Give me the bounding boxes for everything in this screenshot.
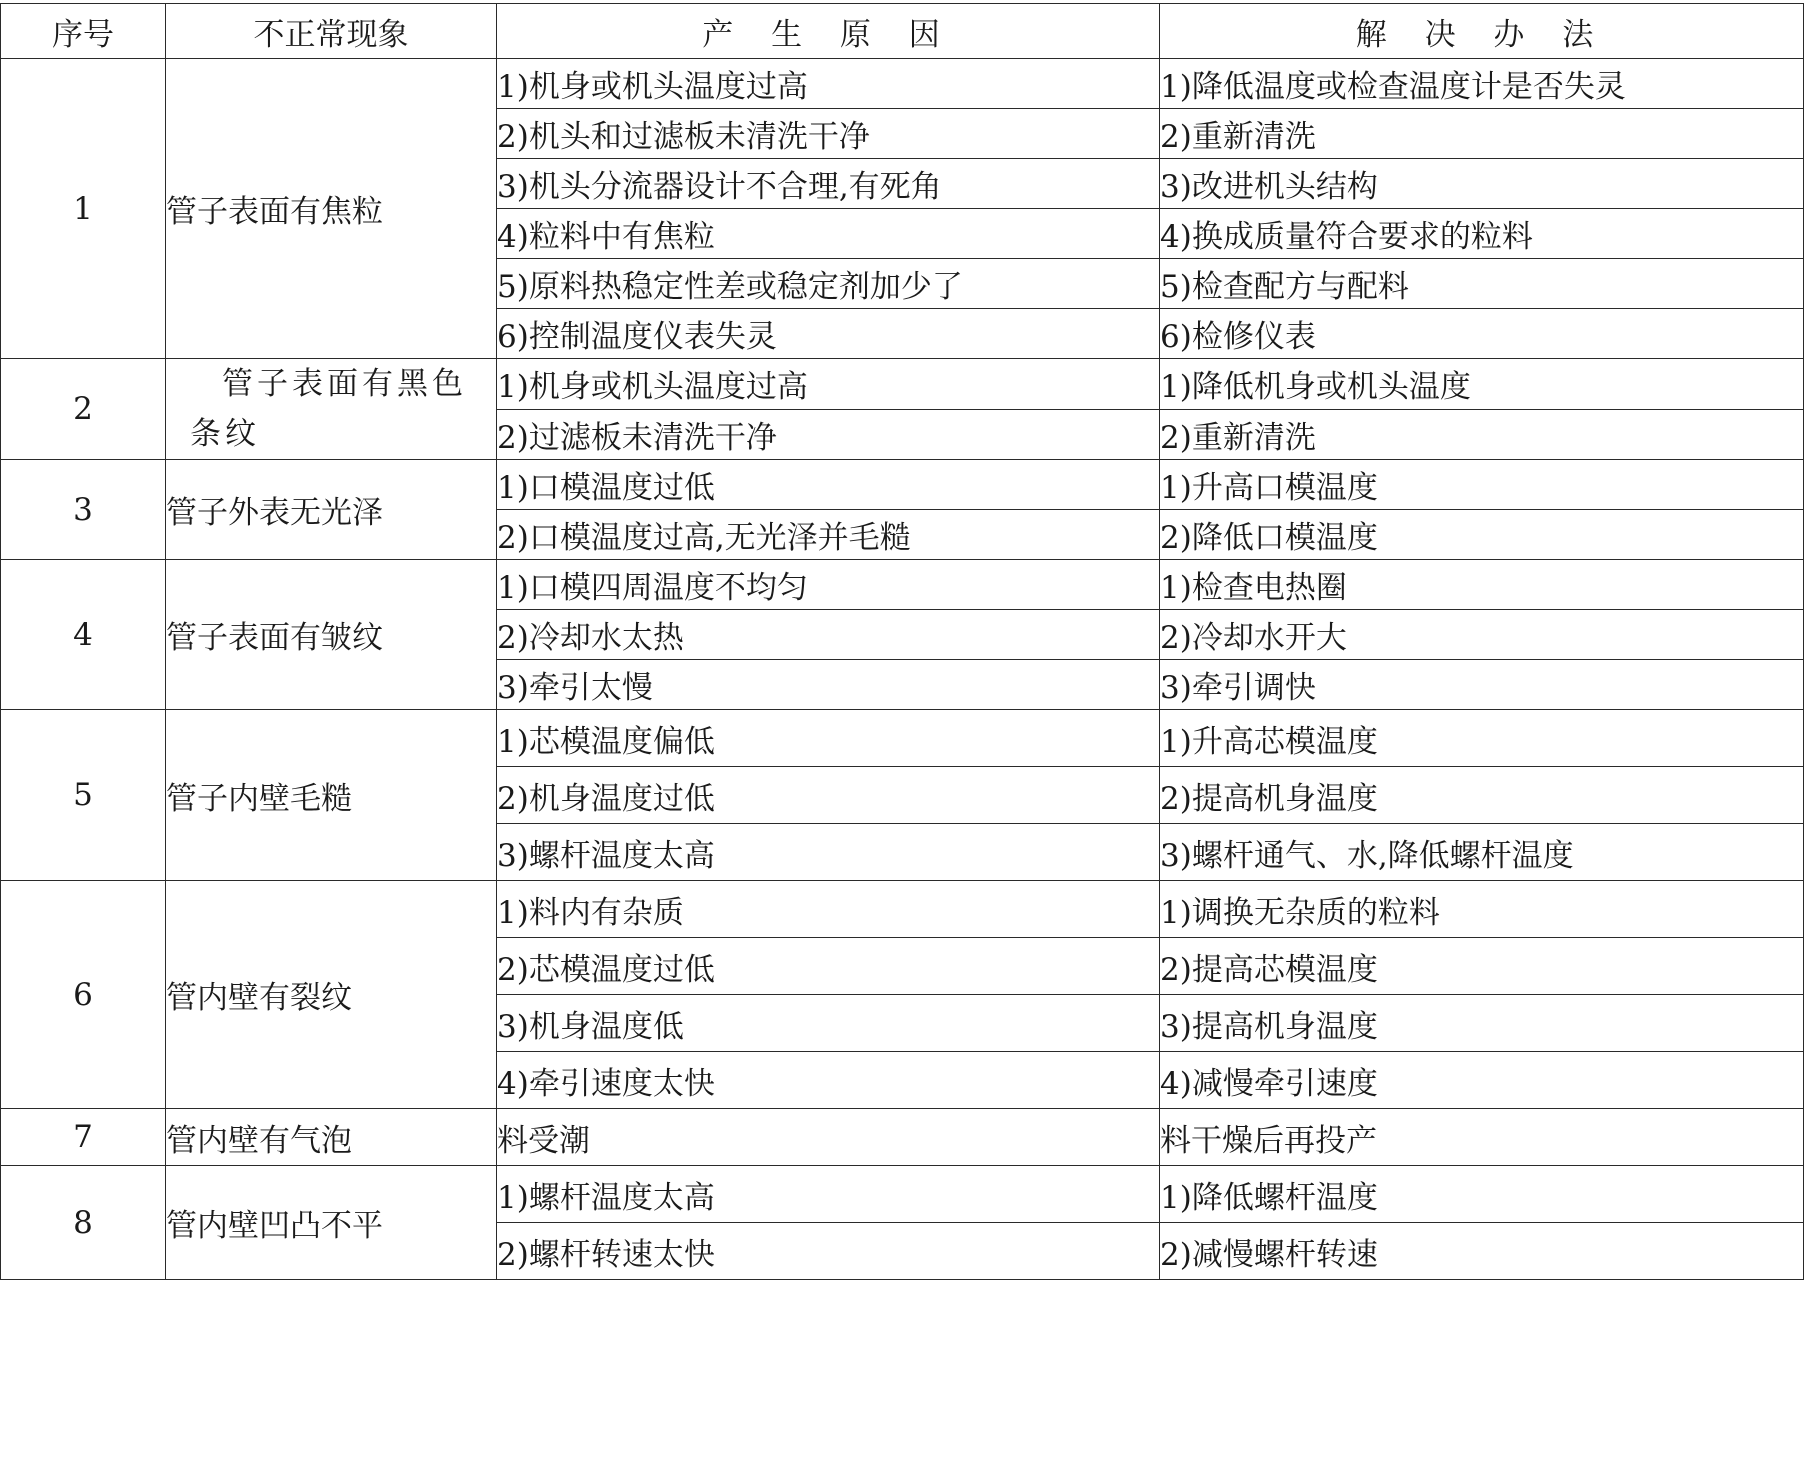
- cell-solution: 1)升高口模温度: [1160, 460, 1804, 510]
- cell-phenomenon: 管子外表无光泽: [166, 460, 497, 560]
- table-row: [1, 359, 1804, 410]
- cell-cause: 3)机头分流器设计不合理,有死角: [497, 159, 1160, 209]
- cell-solution: 3)螺杆通气、水,降低螺杆温度: [1160, 824, 1804, 881]
- cell-phenomenon: 管子表面有皱纹: [166, 560, 497, 710]
- cell-cause: 1)机身或机头温度过高: [497, 359, 1160, 410]
- cell-cause: 1)机身或机头温度过高: [497, 59, 1160, 109]
- table-row: [1, 560, 1804, 610]
- cell-solution: 1)降低机身或机头温度: [1160, 359, 1804, 410]
- cell-solution: 1)检查电热圈: [1160, 560, 1804, 610]
- cell-cause: 2)过滤板未清洗干净: [497, 409, 1160, 460]
- cell-solution: 6)检修仪表: [1160, 309, 1804, 359]
- cell-solution: 3)提高机身温度: [1160, 995, 1804, 1052]
- cell-solution: 2)降低口模温度: [1160, 510, 1804, 560]
- cell-num: 2: [1, 359, 166, 460]
- cell-solution: 1)降低螺杆温度: [1160, 1166, 1804, 1223]
- cell-solution: 5)检查配方与配料: [1160, 259, 1804, 309]
- table-row: [1, 1109, 1804, 1166]
- cell-solution: 3)牵引调快: [1160, 660, 1804, 710]
- cell-cause: 1)口模四周温度不均匀: [497, 560, 1160, 610]
- cell-num: 8: [1, 1166, 166, 1280]
- cell-cause: 6)控制温度仪表失灵: [497, 309, 1160, 359]
- cell-solution: 2)重新清洗: [1160, 409, 1804, 460]
- cell-solution: 2)提高芯模温度: [1160, 938, 1804, 995]
- cell-cause: 2)芯模温度过低: [497, 938, 1160, 995]
- cell-solution: 4)换成质量符合要求的粒料: [1160, 209, 1804, 259]
- table-body: [1, 59, 1804, 1280]
- cell-cause: 2)口模温度过高,无光泽并毛糙: [497, 510, 1160, 560]
- cell-cause: 5)原料热稳定性差或稳定剂加少了: [497, 259, 1160, 309]
- header-solution: 解 决 办 法: [1160, 4, 1804, 59]
- cell-solution: 1)降低温度或检查温度计是否失灵: [1160, 59, 1804, 109]
- cell-num: 6: [1, 881, 166, 1109]
- cell-solution: 2)提高机身温度: [1160, 767, 1804, 824]
- cell-cause: 2)机头和过滤板未清洗干净: [497, 109, 1160, 159]
- cell-cause: 2)螺杆转速太快: [497, 1223, 1160, 1280]
- cell-cause: 1)芯模温度偏低: [497, 710, 1160, 767]
- cell-solution: 1)调换无杂质的粒料: [1160, 881, 1804, 938]
- cell-cause: 4)粒料中有焦粒: [497, 209, 1160, 259]
- cell-cause: 3)螺杆温度太高: [497, 824, 1160, 881]
- cell-solution: 料干燥后再投产: [1160, 1109, 1804, 1166]
- table-row: [1, 1166, 1804, 1223]
- table-row: [1, 59, 1804, 109]
- cell-phenomenon: 管内壁凹凸不平: [166, 1166, 497, 1280]
- cell-solution: 2)减慢螺杆转速: [1160, 1223, 1804, 1280]
- cell-num: 5: [1, 710, 166, 881]
- header-cause: 产 生 原 因: [497, 4, 1160, 59]
- cell-cause: 3)机身温度低: [497, 995, 1160, 1052]
- cell-num: 4: [1, 560, 166, 710]
- table-row: [1, 460, 1804, 510]
- table-header: [1, 4, 1804, 59]
- cell-phenomenon: 管子表面有焦粒: [166, 59, 497, 359]
- table-row: [1, 710, 1804, 767]
- cell-phenomenon: 管子表面有黑色条纹: [166, 359, 497, 460]
- cell-solution: 1)升高芯模温度: [1160, 710, 1804, 767]
- cell-cause: 4)牵引速度太快: [497, 1052, 1160, 1109]
- cell-cause: 1)螺杆温度太高: [497, 1166, 1160, 1223]
- cell-num: 1: [1, 59, 166, 359]
- table-row: [1, 881, 1804, 938]
- cell-cause: 2)冷却水太热: [497, 610, 1160, 660]
- cell-solution: 4)减慢牵引速度: [1160, 1052, 1804, 1109]
- cell-solution: 3)改进机头结构: [1160, 159, 1804, 209]
- cell-solution: 2)冷却水开大: [1160, 610, 1804, 660]
- cell-cause: 料受潮: [497, 1109, 1160, 1166]
- cell-cause: 3)牵引太慢: [497, 660, 1160, 710]
- cell-phenomenon: 管内壁有气泡: [166, 1109, 497, 1166]
- cell-cause: 1)口模温度过低: [497, 460, 1160, 510]
- header-row: [1, 4, 1804, 59]
- cell-phenomenon: 管内壁有裂纹: [166, 881, 497, 1109]
- cell-cause: 1)料内有杂质: [497, 881, 1160, 938]
- cell-num: 7: [1, 1109, 166, 1166]
- fault-table: [0, 3, 1804, 1280]
- cell-cause: 2)机身温度过低: [497, 767, 1160, 824]
- header-num: 序号: [1, 4, 166, 59]
- cell-num: 3: [1, 460, 166, 560]
- cell-solution: 2)重新清洗: [1160, 109, 1804, 159]
- header-phenomenon: 不正常现象: [166, 4, 497, 59]
- cell-phenomenon: 管子内壁毛糙: [166, 710, 497, 881]
